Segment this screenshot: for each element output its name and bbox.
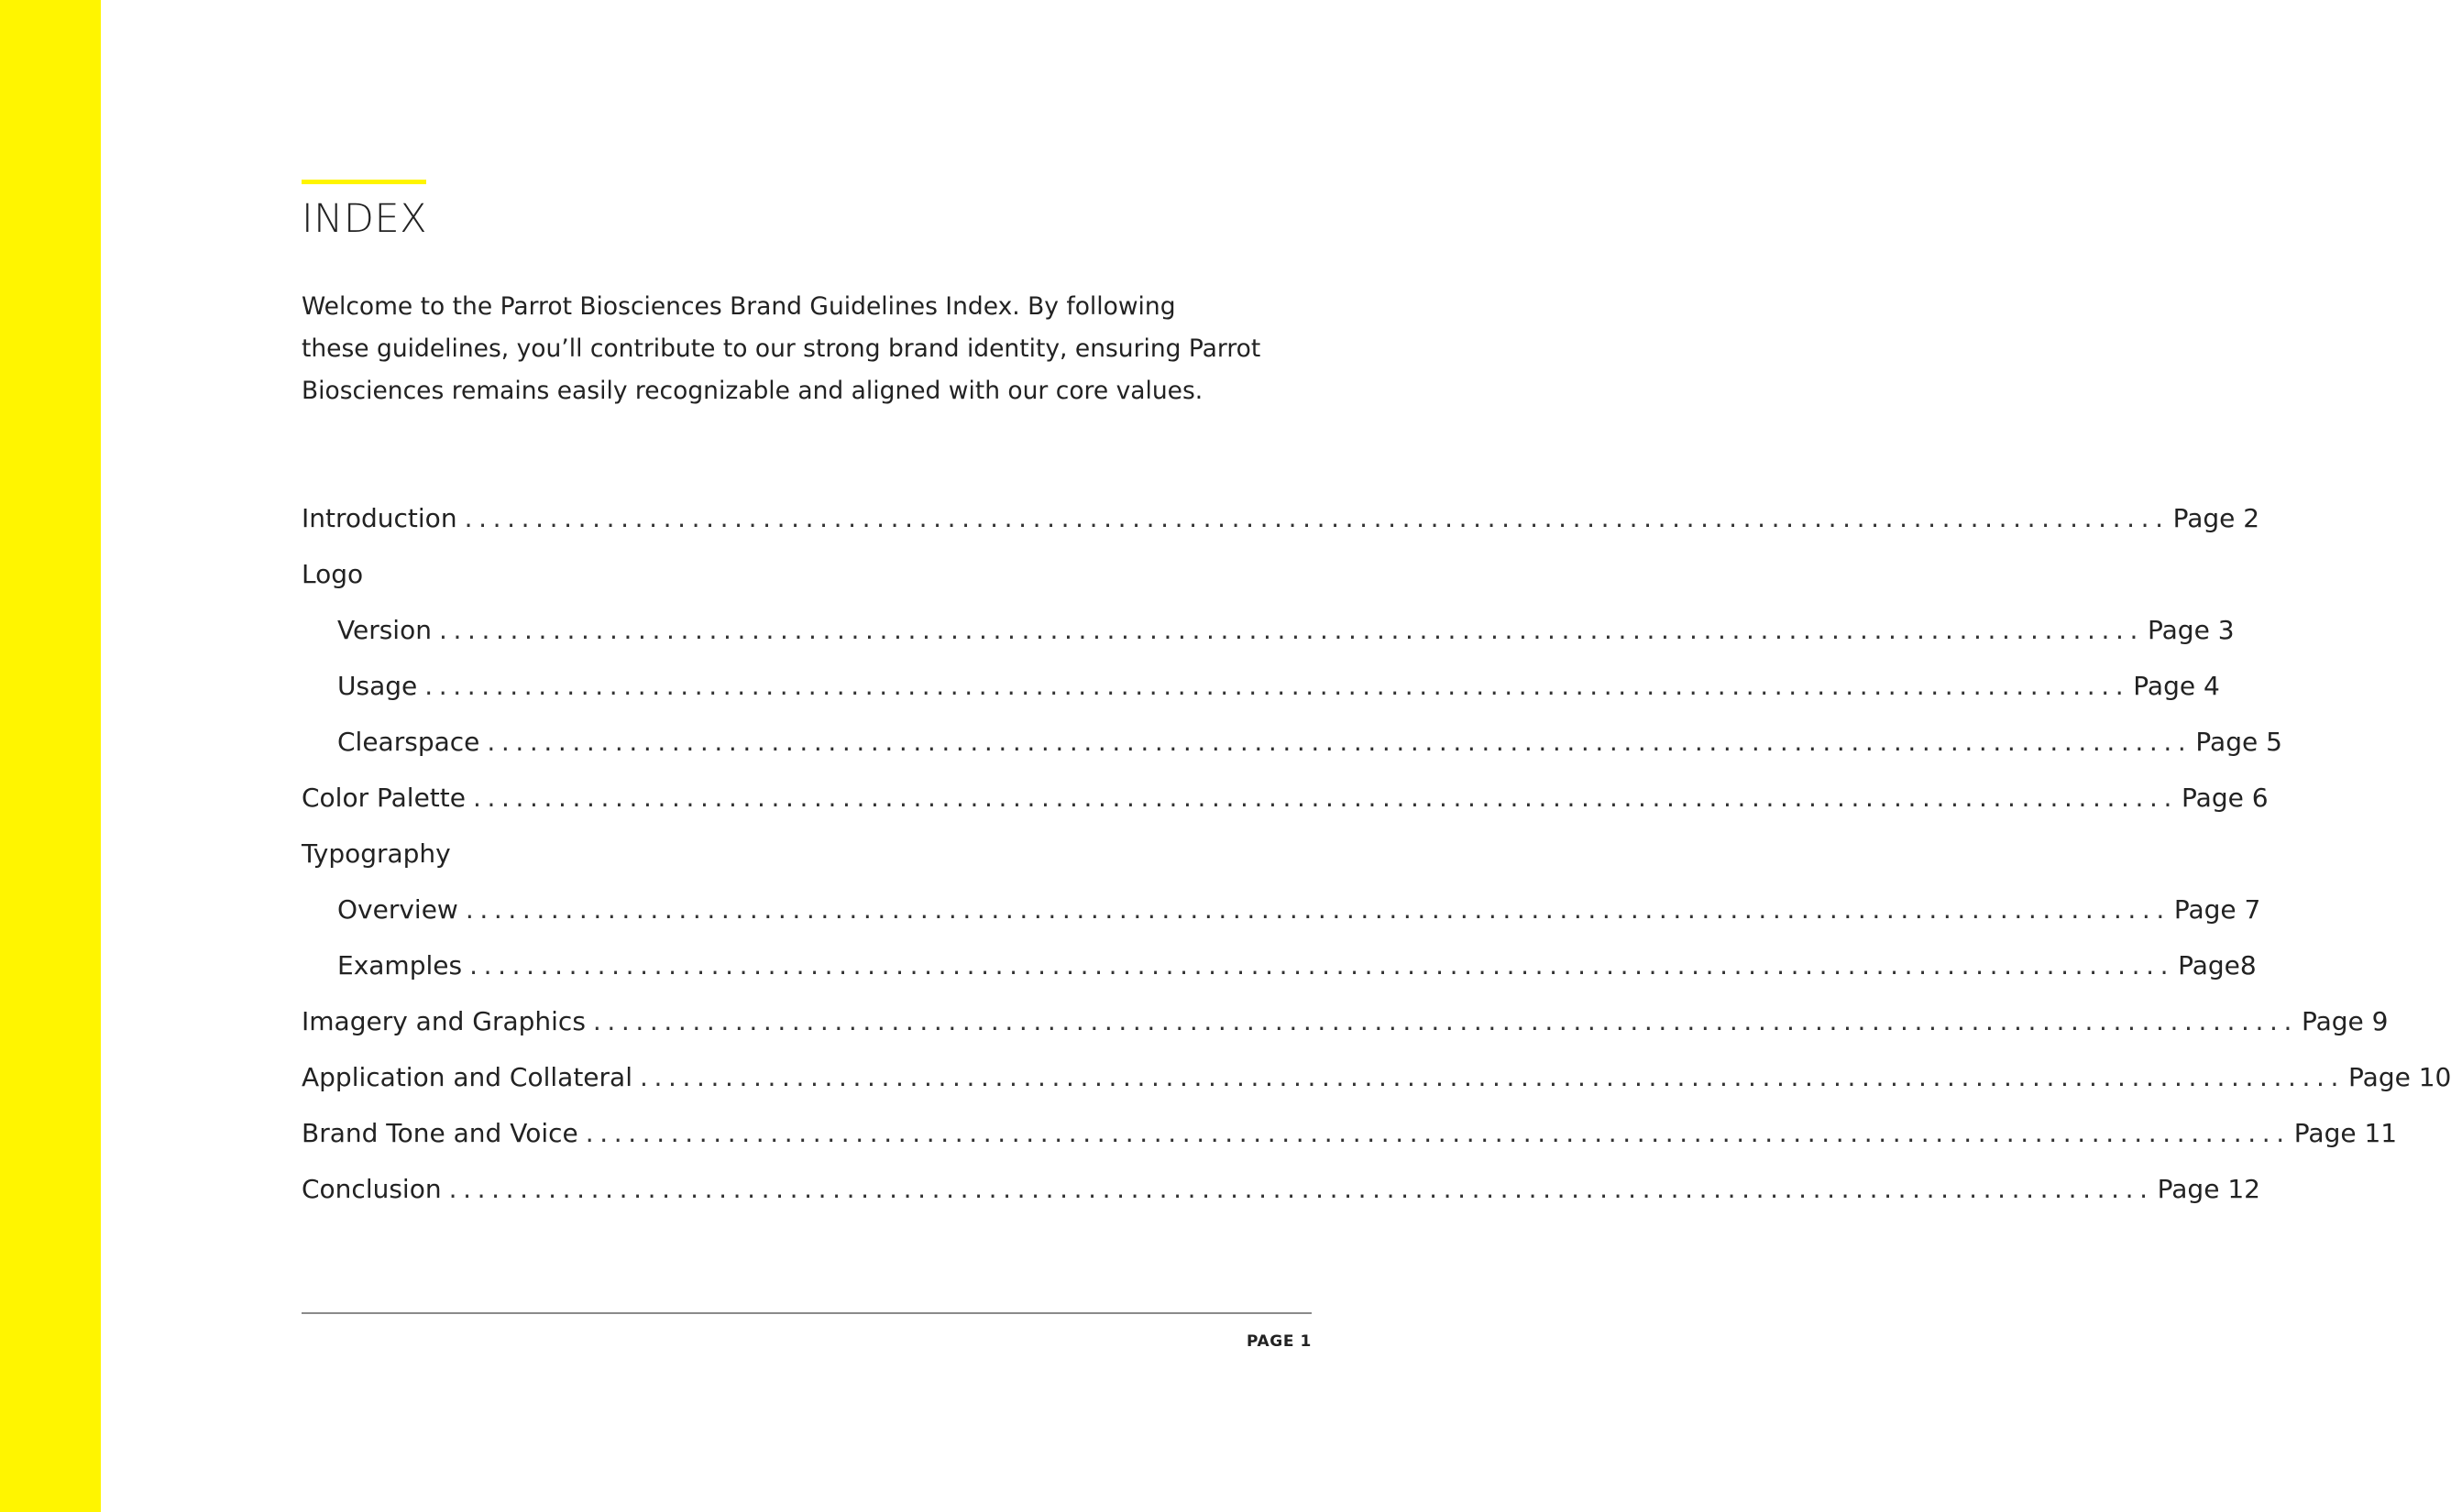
toc-entry[interactable] — [302, 607, 2235, 663]
toc-entry[interactable] — [302, 998, 2389, 1054]
toc-entry-label: Version — [337, 615, 432, 645]
toc-entry-page: Page 2 — [2172, 503, 2260, 533]
toc-entry-label: Brand Tone and Voice — [302, 1118, 578, 1148]
toc-dot-leader: ........................................................................................................................ — [639, 1062, 2346, 1092]
toc-entry-label: Logo — [302, 559, 364, 589]
toc-entry-page: Page 12 — [2157, 1174, 2260, 1204]
toc-entry-label: Application and Collateral — [302, 1062, 632, 1092]
table-of-contents — [302, 495, 2451, 1222]
toc-entry-page: Page 7 — [2173, 894, 2261, 925]
toc-dot-leader: ........................................................................................................................ — [585, 1118, 2291, 1148]
footer-divider — [302, 1312, 1312, 1314]
toc-entry[interactable] — [302, 663, 2220, 718]
page-content — [302, 0, 2451, 1512]
toc-entry-label: Imagery and Graphics — [302, 1006, 586, 1036]
toc-entry-page: Page8 — [2178, 950, 2257, 981]
toc-entry[interactable] — [302, 1054, 2451, 1110]
intro-line: Welcome to the Parrot Biosciences Brand Guidelines Index. By following — [302, 292, 1176, 321]
intro-line: Biosciences remains easily recognizable and aligned with our core values. — [302, 377, 1204, 405]
toc-dot-leader: ........................................................................................................................ — [424, 671, 2130, 701]
footer-page-number: PAGE 1 — [1247, 1332, 1312, 1351]
intro-paragraph — [302, 286, 1291, 412]
toc-dot-leader: ........................................................................................................................ — [592, 1006, 2298, 1036]
toc-entry-label: Overview — [337, 894, 458, 925]
intro-line: these guidelines, you’ll contribute to our strong brand identity, ensuring Parrot — [302, 334, 1261, 363]
page-title: INDEX — [302, 196, 428, 242]
toc-entry[interactable] — [302, 1166, 2260, 1222]
toc-dot-leader: ........................................................................................................................ — [469, 950, 2175, 981]
toc-entry[interactable] — [302, 942, 2257, 998]
toc-entry-label: Examples — [337, 950, 463, 981]
toc-entry[interactable] — [302, 551, 1313, 607]
toc-entry[interactable] — [302, 830, 1313, 886]
toc-entry-page: Page 4 — [2133, 671, 2220, 701]
toc-entry-label: Usage — [337, 671, 418, 701]
toc-dot-leader: ........................................................................................................................ — [448, 1174, 2154, 1204]
toc-entry-label: Conclusion — [302, 1174, 442, 1204]
side-accent-bar — [0, 0, 101, 1512]
toc-entry-page: Page 9 — [2301, 1006, 2389, 1036]
toc-entry[interactable] — [302, 1110, 2398, 1166]
toc-entry-label: Clearspace — [337, 727, 480, 757]
toc-entry-page: Page 11 — [2293, 1118, 2398, 1148]
toc-entry-page: Page 3 — [2148, 615, 2235, 645]
toc-entry-page: Page 6 — [2182, 783, 2269, 813]
toc-entry[interactable] — [302, 495, 2260, 551]
toc-entry[interactable] — [302, 886, 2261, 942]
toc-entry-label: Typography — [302, 838, 451, 869]
toc-dot-leader: ........................................................................................................................ — [487, 727, 2193, 757]
toc-dot-leader: ........................................................................................................................ — [472, 783, 2179, 813]
toc-entry-label: Color Palette — [302, 783, 466, 813]
toc-entry[interactable] — [302, 774, 2269, 830]
toc-dot-leader: ........................................................................................................................ — [464, 503, 2170, 533]
toc-entry[interactable] — [302, 718, 2282, 774]
toc-entry-label: Introduction — [302, 503, 457, 533]
toc-dot-leader: ........................................................................................................................ — [465, 894, 2171, 925]
title-accent-line — [302, 180, 426, 184]
toc-entry-page: Page 5 — [2195, 727, 2282, 757]
toc-dot-leader: ........................................................................................................................ — [438, 615, 2145, 645]
toc-entry-page: Page 10 — [2348, 1062, 2451, 1092]
